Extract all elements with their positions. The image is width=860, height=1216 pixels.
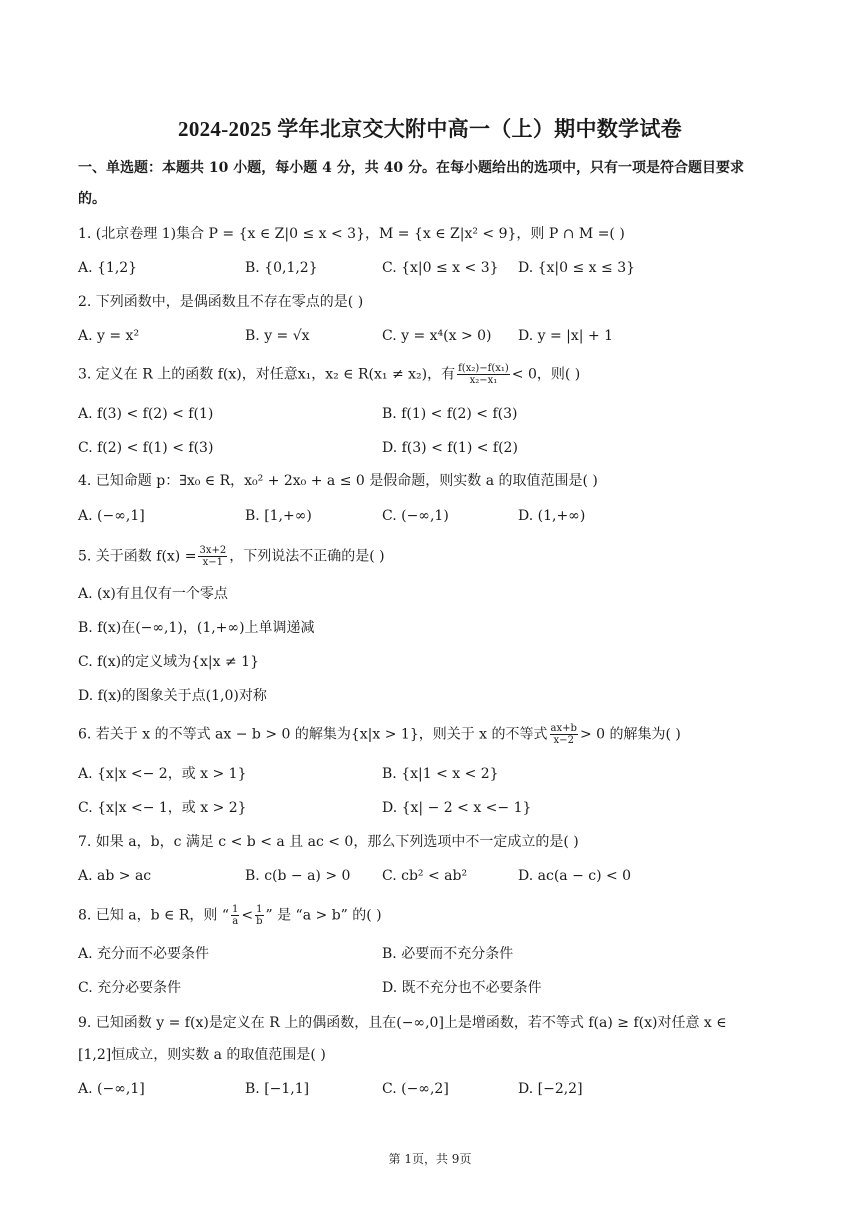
fraction-denominator: x₂−x₁ <box>469 375 498 386</box>
question-1-stem: 1. (北京卷理 1)集合 P = {x ∈ Z|0 ≤ x < 3}，M = {x ∈ Z|x² < 9}，则 P ∩ M =( ) <box>78 226 625 242</box>
fraction-numerator: 1 <box>231 904 239 915</box>
question-9-stem-line2: [1,2]恒成立，则实数 a 的取值范围是( ) <box>78 1047 326 1063</box>
page-footer: 第 1页，共 9页 <box>388 1152 472 1166</box>
question-8-fraction-2 <box>255 904 263 927</box>
fraction-numerator: 3x+2 <box>199 545 227 556</box>
question-2-option-b: B. y = √x <box>245 328 310 344</box>
question-1-option-b: B. {0,1,2} <box>245 260 318 276</box>
question-7-option-c: C. cb² < ab² <box>382 868 468 884</box>
question-5-option-c: C. f(x)的定义域为{x|x ≠ 1} <box>78 654 259 670</box>
question-4-option-a: A. (−∞,1] <box>78 508 145 524</box>
question-5-fraction <box>198 545 227 568</box>
fraction-denominator: a <box>232 916 239 927</box>
question-1-option-c: C. {x|0 ≤ x < 3} <box>382 260 499 276</box>
fraction-numerator: ax+b <box>550 723 577 734</box>
question-3-stem <box>78 363 580 386</box>
question-3-stem-tail: < 0，则( ) <box>511 366 581 383</box>
section-heading-line1: 一、单选题：本题共 10 小题，每小题 4 分，共 40 分。在每小题给出的选项中，只有一项是符合题目要求 <box>78 160 744 176</box>
question-7-option-b: B. c(b − a) > 0 <box>245 868 351 884</box>
question-5-stem-tail: ，下列说法不正确的是( ) <box>229 548 385 565</box>
question-6-stem <box>78 723 681 746</box>
question-7-stem: 7. 如果 a，b，c 满足 c < b < a 且 ac < 0，那么下列选项中不一定成立的是( ) <box>78 834 579 850</box>
question-1-option-a: A. {1,2} <box>78 260 138 276</box>
exam-title: 2024-2025 学年北京交大附中高一（上）期中数学试卷 <box>178 117 682 141</box>
question-6-stem-text: 6. 若关于 x 的不等式 ax − b > 0 的解集为{x|x > 1}，则关于 x 的不等式 <box>78 726 548 743</box>
fraction-numerator: f(x₂)−f(x₁) <box>458 363 509 374</box>
question-6-option-d: D. {x| − 2 < x <− 1} <box>382 800 532 816</box>
question-8-fraction-1 <box>231 904 239 927</box>
question-8-option-a: A. 充分而不必要条件 <box>78 946 210 962</box>
question-6-option-a: A. {x|x <− 2，或 x > 1} <box>78 766 247 782</box>
question-7-option-a: A. ab > ac <box>78 868 152 884</box>
fraction-denominator: x−2 <box>553 735 574 746</box>
question-9-option-b: B. [−1,1] <box>245 1081 310 1097</box>
question-7-option-d: D. ac(a − c) < 0 <box>518 868 632 884</box>
fraction-numerator: 1 <box>256 904 263 915</box>
question-3-stem-text: 3. 定义在 R 上的函数 f(x)，对任意x₁，x₂ ∈ R(x₁ ≠ x₂)，有 <box>78 366 456 383</box>
question-2-option-a: A. y = x² <box>78 328 140 344</box>
question-9-option-c: C. (−∞,2] <box>382 1081 449 1097</box>
question-2-option-c: C. y = x⁴(x > 0) <box>382 328 492 344</box>
question-5-stem-text: 5. 关于函数 f(x) = <box>78 548 197 565</box>
question-6-option-c: C. {x|x <− 1，或 x > 2} <box>78 800 247 816</box>
question-8-stem <box>78 904 382 927</box>
question-4-option-d: D. (1,+∞) <box>518 508 586 524</box>
question-3-option-b: B. f(1) < f(2) < f(3) <box>382 406 518 422</box>
question-8-stem-tail: ” 是 “a > b” 的( ) <box>265 907 382 924</box>
question-3-option-c: C. f(2) < f(1) < f(3) <box>78 440 214 456</box>
question-4-option-b: B. [1,+∞) <box>245 508 312 524</box>
fraction-denominator: b <box>256 916 263 927</box>
question-1-option-d: D. {x|0 ≤ x ≤ 3} <box>518 260 636 276</box>
question-9-stem-line1: 9. 已知函数 y = f(x)是定义在 R 上的偶函数，且在(−∞,0]上是增函数，若不等式 f(a) ≥ f(x)对任意 x ∈ <box>78 1015 727 1031</box>
question-6-stem-tail: > 0 的解集为( ) <box>579 726 681 743</box>
question-6-option-b: B. {x|1 < x < 2} <box>382 766 499 782</box>
question-4-stem: 4. 已知命题 p：∃x₀ ∈ R，x₀² + 2x₀ + a ≤ 0 是假命题，则实数 a 的取值范围是( ) <box>78 473 598 489</box>
question-5-option-a: A. (x)有且仅有一个零点 <box>78 586 228 602</box>
question-3-option-a: A. f(3) < f(2) < f(1) <box>78 406 214 422</box>
question-3-option-d: D. f(3) < f(1) < f(2) <box>382 440 518 456</box>
question-6-fraction <box>550 723 578 746</box>
question-8-stem-text: 8. 已知 a，b ∈ R，则 “ <box>78 907 229 924</box>
question-2-stem: 2. 下列函数中，是偶函数且不存在零点的是( ) <box>78 294 364 310</box>
question-5-option-b: B. f(x)在(−∞,1)，(1,+∞)上单调递减 <box>78 620 315 636</box>
section-heading-line2: 的。 <box>78 191 106 207</box>
question-2-option-d: D. y = |x| + 1 <box>518 328 614 344</box>
question-4-option-c: C. (−∞,1) <box>382 508 449 524</box>
question-5-stem <box>78 545 385 568</box>
question-3-fraction <box>457 363 510 386</box>
question-9-option-a: A. (−∞,1] <box>78 1081 145 1097</box>
fraction-denominator: x−1 <box>202 557 224 568</box>
question-8-less-than: < <box>241 907 254 924</box>
question-8-option-d: D. 既不充分也不必要条件 <box>382 980 542 996</box>
question-8-option-c: C. 充分必要条件 <box>78 980 182 996</box>
question-9-option-d: D. [−2,2] <box>518 1081 583 1097</box>
question-5-option-d: D. f(x)的图象关于点(1,0)对称 <box>78 688 267 704</box>
question-8-option-b: B. 必要而不充分条件 <box>382 946 514 962</box>
